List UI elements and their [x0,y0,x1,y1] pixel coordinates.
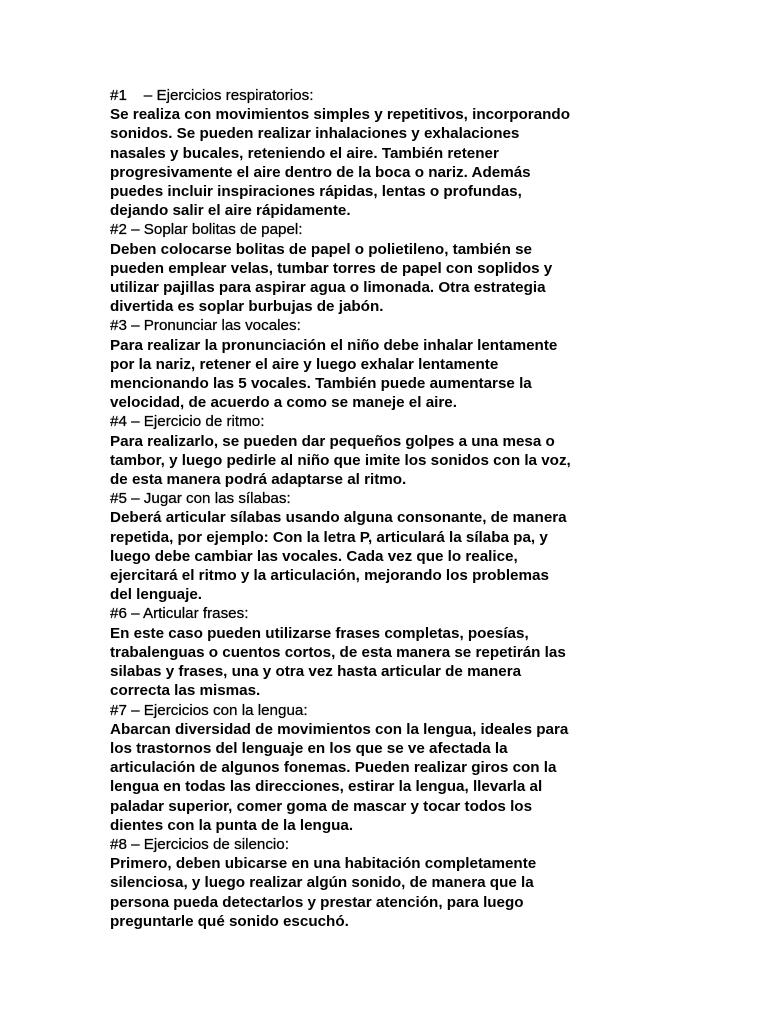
body-line: pueden emplear velas, tumbar torres de papel con soplidos y [110,259,553,277]
body-line: Deberá articular sílabas usando alguna consonante, de manera [110,509,567,527]
body-line: luego debe cambiar las vocales. Cada vez que lo realice, [110,547,518,565]
body-line: silenciosa, y luego realizar algún sonido, de manera que la [110,874,534,892]
body-line: de esta manera podrá adaptarse al ritmo. [110,471,407,489]
body-line: sonidos. Se pueden realizar inhalaciones y exhalaciones [110,125,520,143]
body-line: ejercitará el ritmo y la articulación, mejorando los problemas [110,567,549,585]
section-6-frases [110,604,658,700]
section-body [110,240,658,317]
section-heading: #1 – Ejercicios respiratorios: [110,87,314,104]
section-body [110,105,658,220]
section-body [110,336,658,413]
section-2-soplar [110,220,658,316]
body-line: Se realiza con movimientos simples y repetitivos, incorporando [110,106,570,124]
body-line: del lenguaje. [110,586,202,604]
body-line: dientes con la punta de la lengua. [110,816,354,834]
section-body [110,624,658,701]
body-line: progresivamente el aire dentro de la boca o nariz. Además [110,163,531,181]
body-line: silabas y frases, una y otra vez hasta articular de manera [110,663,522,681]
body-line: articulación de algunos fonemas. Pueden realizar giros con la [110,759,557,777]
body-line: preguntarle qué sonido escuchó. [110,912,349,930]
section-heading: #4 – Ejercicio de ritmo: [110,413,265,431]
body-line: tambor, y luego pedirle al niño que imite los sonidos con la voz, [110,451,571,469]
section-body [110,508,658,604]
body-line: dejando salir el aire rápidamente. [110,202,351,220]
body-line: velocidad, de acuerdo a como se maneje el aire. [110,394,457,412]
body-line: repetida, por ejemplo: Con la letra P, articulará la sílaba pa, y [110,528,548,546]
body-line: Deben colocarse bolitas de papel o polietileno, también se [110,240,532,258]
body-line: los trastornos del lenguaje en los que se ve afectada la [110,739,508,757]
body-line: Abarcan diversidad de movimientos con la lengua, ideales para [110,720,569,738]
body-line: mencionando las 5 vocales. También puede aumentarse la [110,375,532,393]
body-line: nasales y bucales, reteniendo el aire. También retener [110,144,499,162]
section-4-ritmo [110,412,658,489]
section-body [110,854,658,931]
section-body [110,720,658,835]
body-line: Para realizarlo, se pueden dar pequeños golpes a una mesa o [110,432,555,450]
section-8-silencio [110,835,658,931]
body-line: trabalenguas o cuentos cortos, de esta manera se repetirán las [110,643,566,661]
body-line: divertida es soplar burbujas de jabón. [110,298,384,316]
document-page [110,86,658,931]
section-heading: #8 – Ejercicios de silencio: [110,835,289,853]
section-heading: #7 – Ejercicios con la lengua: [110,701,308,719]
body-line: por la nariz, retener el aire y luego exhalar lentamente [110,355,499,373]
section-1-respiratorios [110,86,658,220]
section-heading: #5 – Jugar con las sílabas: [110,490,291,508]
body-line: En este caso pueden utilizarse frases completas, poesías, [110,624,529,642]
body-line: Primero, deben ubicarse en una habitación completamente [110,855,537,873]
body-line: puedes incluir inspiraciones rápidas, lentas o profundas, [110,183,522,201]
section-heading: #6 – Articular frases: [110,605,249,623]
body-line: correcta las mismas. [110,682,261,700]
body-line: utilizar pajillas para aspirar agua o limonada. Otra estrategia [110,279,546,297]
section-5-silabas [110,489,658,604]
section-body [110,432,658,490]
body-line: persona pueda detectarlos y prestar atención, para luego [110,893,524,911]
section-heading: #3 – Pronunciar las vocales: [110,317,301,335]
section-heading: #2 – Soplar bolitas de papel: [110,221,303,239]
body-line: paladar superior, comer goma de mascar y tocar todos los [110,797,533,815]
section-7-lengua [110,701,658,835]
body-line: lengua en todas las direcciones, estirar la lengua, llevarla al [110,778,543,796]
section-3-vocales [110,316,658,412]
body-line: Para realizar la pronunciación el niño debe inhalar lentamente [110,336,558,354]
